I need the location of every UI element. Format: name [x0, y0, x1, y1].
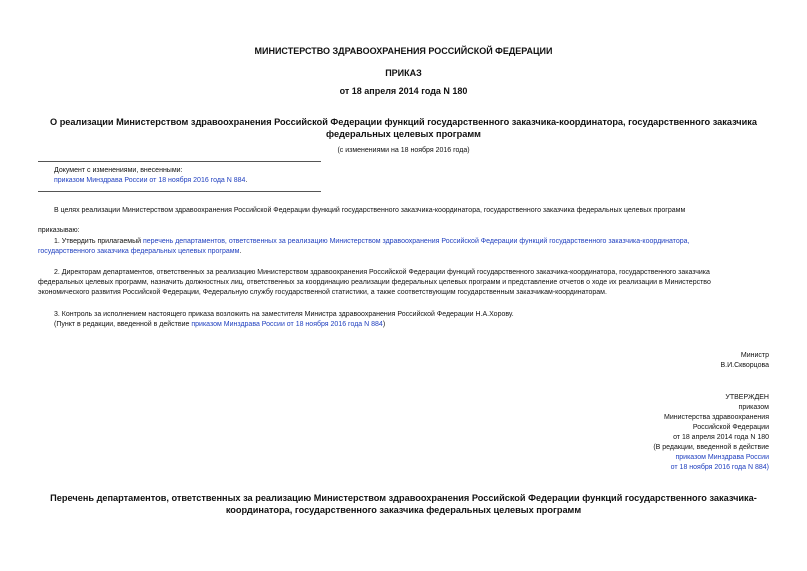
p3-note-prefix: (Пункт в редакции, введенной в действие — [54, 321, 190, 328]
list-title-line-2: координатора, государственного заказчика федеральных целевых программ — [225, 505, 582, 515]
amend-box-bottom-rule — [38, 191, 321, 192]
list-title-line-1: Перечень департаментов, ответственных за реализацию Министерством здравоохранения Российской Федерации функций государственного заказчика- — [50, 493, 757, 503]
paragraph-1-line-2 — [38, 247, 241, 257]
doc-type-heading: ПРИКАЗ — [385, 68, 422, 78]
doc-title-line-1: О реализации Министерством здравоохранения Российской Федерации функций государственного заказчика-координатора, государственного заказчика — [50, 117, 757, 127]
intro-paragraph: В целях реализации Министерством здравоохранения Российской Федерации функций государственного заказчика-координатора, государственного заказчика федеральных целевых программ — [54, 207, 686, 214]
amended-note: (с изменениями на 18 ноября 2016 года) — [337, 147, 470, 154]
paragraph-1-suffix: . — [239, 248, 242, 255]
ministry-heading: МИНИСТЕРСТВО ЗДРАВООХРАНЕНИЯ РОССИЙСКОЙ ФЕДЕРАЦИИ — [254, 46, 553, 56]
list-link-part-2[interactable]: государственного заказчика федеральных целевых программ — [38, 248, 240, 255]
approved-link-line-2[interactable]: от 18 ноября 2016 года N 884) — [670, 464, 769, 471]
paragraph-1-line-1 — [54, 237, 766, 247]
doc-title-line-2: федеральных целевых программ — [326, 129, 481, 139]
approved-date-number: от 18 апреля 2014 года N 180 — [673, 434, 769, 441]
amend-link-suffix: . — [245, 177, 248, 184]
paragraph-2-line-1: 2. Директорам департаментов, ответственных за реализацию Министерством здравоохранения Российской Федерации функций государственного заказчика-координатора, государственного заказчика — [54, 269, 710, 276]
paragraph-3: 3. Контроль за исполнением настоящего приказа возложить на заместителя Министра здравоохранения Российской Федерации Н.А.Хорову. — [54, 311, 514, 318]
approved-link-line-1[interactable]: приказом Минздрава России — [675, 454, 769, 461]
amend-box-top-rule — [38, 161, 321, 162]
approved-edition-note: (В редакции, введенной в действие — [653, 444, 769, 451]
paragraph-2-line-3: экономического развития Российской Федерации, Федеральную службу государственной статистики, а также соответствующим государственным заказчикам-координаторам. — [38, 289, 607, 296]
amend-box-label: Документ с изменениями, внесенными: — [54, 167, 183, 174]
amend-box-entry — [54, 176, 247, 186]
list-link-part-1[interactable]: перечень департаментов, ответственных за реализацию Министерством здравоохранения Российской Федерации функций государственного заказчика-координатора, — [142, 238, 690, 245]
p3-note-suffix: ) — [382, 321, 386, 328]
doc-date-number: от 18 апреля 2014 года N 180 — [339, 86, 468, 96]
amend-link[interactable]: приказом Минздрава России от 18 ноября 2016 года N 884 — [54, 177, 246, 184]
order-word: приказываю: — [38, 227, 80, 234]
approved-label: УТВЕРЖДЕН — [725, 394, 769, 401]
paragraph-1-prefix: 1. Утвердить прилагаемый — [54, 238, 142, 245]
signature-name: В.И.Скворцова — [720, 362, 769, 369]
approved-by-order: приказом — [738, 404, 769, 411]
signature-position: Министр — [740, 352, 769, 359]
paragraph-2-line-2: федеральных целевых программ, назначить должностных лиц, ответственных за координацию реализации федеральных целевых программ и представление отчетов о ходе их реализации в Министерство — [38, 279, 711, 286]
approved-block — [653, 393, 769, 473]
paragraph-3-note — [54, 320, 385, 330]
approved-federation: Российской Федерации — [692, 424, 769, 431]
p3-note-link[interactable]: приказом Минздрава России от 18 ноября 2016 года N 884 — [191, 321, 383, 328]
signature-block — [721, 351, 770, 371]
approved-ministry: Министерства здравоохранения — [664, 414, 769, 421]
